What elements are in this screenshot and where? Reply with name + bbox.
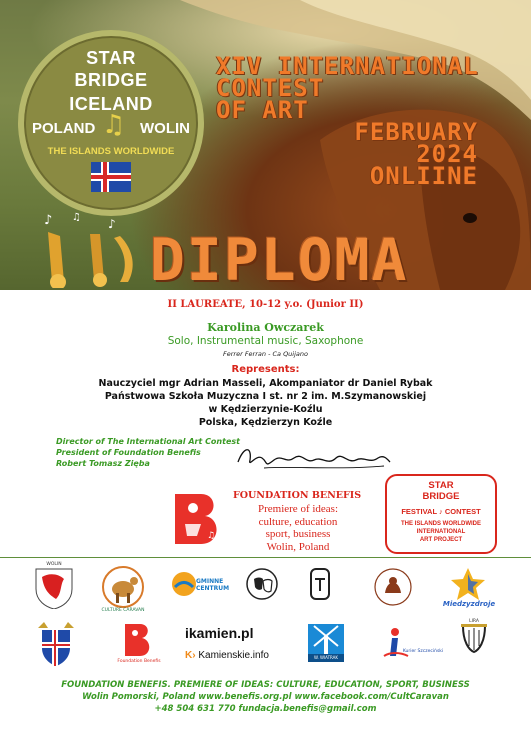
kamienskie-text: Kamienskie.info: [198, 650, 269, 661]
culture-caravan-logo: [96, 565, 150, 609]
sb-line-6: ART PROJECT: [419, 537, 463, 543]
lira-label: LIRA: [469, 619, 479, 624]
sb-line-1: STAR: [428, 480, 454, 491]
wolin-label: WOLIN: [46, 562, 62, 567]
contest-line-5: 2024: [416, 140, 478, 168]
footer-line-1: FOUNDATION BENEFIS. PREMIERE OF IDEAS: CULTURE, EDUCATION, SPORT, BUSINESS: [61, 680, 470, 690]
footer-line-3: +48 504 631 770 fundacja.benefis@gmail.com: [154, 704, 377, 714]
slavic-head-icon: [305, 567, 335, 603]
footer-line-2: Wolin Pomorski, Poland www.benefis.org.pl www.facebook.com/CultCaravan: [82, 692, 449, 702]
badge-line-3: ICELAND: [69, 94, 153, 114]
diploma-title: DIPLOMA: [150, 226, 409, 290]
foundation-text: [233, 503, 363, 553]
theatre-masks-icon: [245, 567, 279, 601]
star-bridge-badge: [18, 30, 204, 216]
miedzyzdroje-star-icon: [446, 566, 490, 602]
divider: [0, 557, 531, 558]
vikings-logo: [373, 565, 413, 609]
contest-title: [216, 52, 516, 190]
caravan-label: CULTURE CARAVAN: [101, 608, 145, 613]
iceland-flag-icon: [91, 162, 131, 192]
miedzyzdroje-label: Miedzyzdroje: [442, 600, 496, 608]
kamienskie-icon: K›: [185, 650, 196, 661]
badge-poland: POLAND: [32, 120, 96, 137]
badge-line-1: STAR: [86, 48, 136, 68]
lira-logo: [455, 620, 493, 658]
svg-text:♪: ♪: [108, 217, 116, 231]
represents-label: Represents:: [231, 364, 300, 375]
brass-instruments-icon: [30, 212, 140, 288]
foundation-line-3: sport, business: [265, 528, 331, 540]
kurier-label: Kurier Szczeciński: [402, 649, 444, 654]
foundation-line-1: Premiere of ideas:: [257, 503, 339, 515]
location-line: Polska, Kędzierzyn Koźle: [198, 417, 333, 428]
badge-wolin: WOLIN: [140, 120, 190, 137]
signatory-line-3: Robert Tomasz Zięba: [56, 459, 150, 468]
sb-line-3: FESTIVAL ♪ CONTEST: [401, 507, 481, 516]
signatory-line-2: President of Foundation Benefis: [56, 448, 201, 457]
laureate-line: II LAUREATE, 10-12 y.o. (Junior II): [167, 299, 364, 310]
badge-line-2: BRIDGE: [74, 70, 148, 90]
ikamien-logo: ikamien.pl: [185, 625, 254, 641]
pieces-line: Ferrer Ferran - Ca Quijano: [223, 350, 308, 358]
foundation-benefis-logo: [171, 488, 225, 548]
sb-line-5: INTERNATIONAL: [416, 529, 466, 535]
kurier-logo: [380, 626, 410, 660]
contest-line-2: CONTEST: [216, 74, 325, 102]
foundation-benefis-label: Foundation Benefis: [117, 659, 161, 664]
signatory-block: [56, 436, 240, 469]
kamienskie-logo: [185, 650, 269, 661]
signature-image: [234, 440, 394, 474]
school-line-1: Państwowa Szkoła Muzyczna I st. nr 2 im. M.Szymanowskiej: [104, 391, 427, 402]
gminne-centrum-icon: [171, 571, 197, 597]
foundation-line-4: Wolin, Poland: [266, 540, 330, 553]
contest-line-1: XIV INTERNATIONAL: [216, 52, 479, 80]
svg-text:♪: ♪: [44, 213, 53, 228]
contest-line-3: OF ART: [216, 96, 309, 124]
gminne-label: GMINNE CENTRUM: [196, 578, 230, 592]
svg-text:♫: ♫: [207, 531, 216, 541]
contest-line-6: ONLIINE: [369, 162, 478, 190]
music-note-icon: ♫: [102, 110, 126, 140]
contest-line-4: FEBRUARY: [354, 118, 478, 146]
foundation-benefis-small-logo: [122, 622, 156, 658]
wiatrak-label: W. WIATRAK: [313, 655, 339, 660]
teacher-line: Nauczyciel mgr Adrian Masseli, Akompaniator dr Daniel Rybak: [98, 378, 433, 389]
school-line-2: w Kędzierzynie-Koźlu: [208, 404, 323, 415]
star-bridge-festival-logo: [385, 474, 497, 554]
hero-banner: [0, 0, 531, 290]
sb-line-2: BRIDGE: [422, 491, 460, 502]
foundation-line-2: culture, education: [258, 515, 338, 528]
wolin-crest-icon: [34, 565, 74, 609]
category-line: Solo, Instrumental music, Saxophone: [167, 335, 364, 347]
signatory-line-1: Director of The International Art Contest: [56, 437, 240, 446]
iceland-coat-of-arms-icon: [36, 622, 76, 666]
participant-name: Karolina Owczarek: [207, 321, 324, 334]
svg-text:♫: ♫: [72, 212, 81, 223]
badge-subtitle: THE ISLANDS WORLDWIDE: [47, 146, 175, 157]
foundation-title: FOUNDATION BENEFIS: [233, 490, 362, 501]
sb-line-4: THE ISLANDS WORLDWIDE: [401, 521, 481, 527]
